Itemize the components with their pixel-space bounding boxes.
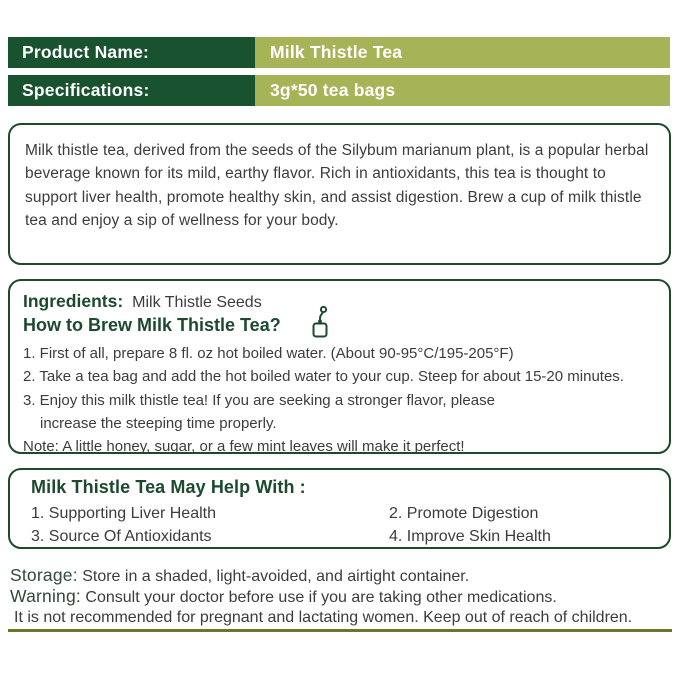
footer-section [10,566,675,627]
description-panel [8,123,671,265]
benefits-heading: Milk Thistle Tea May Help With : [31,477,306,497]
benefit-item: 4. Improve Skin Health [389,528,551,545]
brew-step: 3. Enjoy this milk thistle tea! If you are seeking a stronger flavor, please [23,391,495,409]
brew-step: 1. First of all, prepare 8 fl. oz hot boiled water. (About 90-95°C/195-205°F) [23,345,514,362]
product-name-value: Milk Thistle Tea [255,37,670,68]
storage-text: Store in a shaded, light-avoided, and airtight container. [77,568,470,585]
ingredients-label: Ingredients: [23,291,124,311]
warning-label: Warning: [10,585,81,606]
brew-heading: How to Brew Milk Thistle Tea? [23,315,281,335]
benefit-item: 2. Promote Digestion [389,505,539,522]
brew-steps [23,342,659,458]
warning-line [10,587,675,608]
product-name-row [8,37,670,68]
brew-step: 2. Take a tea bag and add the hot boiled water to your cup. Steep for about 15-20 minutes. [23,368,624,386]
specifications-label: Specifications: [8,75,255,106]
ingredients-row [23,291,659,312]
benefit-item: 1. Supporting Liver Health [31,505,216,522]
benefits-list [31,502,669,548]
storage-label: Storage: [10,565,78,585]
description-text: Milk thistle tea, derived from the seeds of the Silybum marianum plant, is a popular herbal beverage known for its mild, earthy flavor. Rich in antioxidants, this tea is thought to support liver health, promote healthy skin, and assist digestion. Brew a cup of milk thistle tea and enjoy a sip of wellness for your body. [25,142,649,230]
teabag-icon [310,305,331,344]
brewing-panel [8,279,671,454]
ingredients-value: Milk Thistle Seeds [132,294,262,311]
warning-text: Consult your doctor before use if you are taking other medications. [80,588,557,606]
brew-step-continued: increase the steeping time properly. [40,414,277,432]
warning-line-2: It is not recommended for pregnant and lactating women. Keep out of reach of children. [14,608,633,626]
brew-note: Note: A little honey, sugar, or a few mint leaves will make it perfect! [23,438,465,456]
product-name-label: Product Name: [8,37,255,68]
specifications-row [8,75,670,106]
specifications-value: 3g*50 tea bags [255,75,670,106]
benefits-panel [8,468,671,549]
bottom-divider [8,629,672,632]
storage-line [10,566,675,587]
benefit-item: 3. Source Of Antioxidants [31,528,212,545]
